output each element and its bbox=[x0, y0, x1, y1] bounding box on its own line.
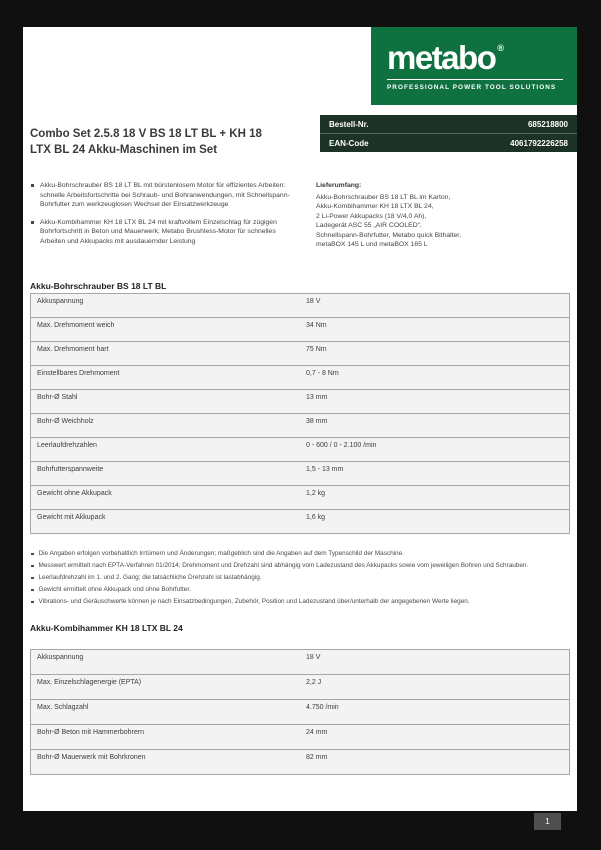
spec-value: 2,2 J bbox=[306, 679, 322, 686]
spec-label: Bohr-Ø Beton mit Hammerbohrern bbox=[37, 729, 144, 736]
footnote-text: Messwert ermittelt nach EPTA-Verfahren 01/2014; Drehmoment und Drehzahl sind abhängig vom Ladezustand des Akkupacks sowie vom jeweiligen Bohren und Schrauben. bbox=[38, 562, 529, 569]
spec-value: 1,2 kg bbox=[306, 490, 326, 497]
spec-value: 13 mm bbox=[306, 394, 328, 401]
delivery-scope-line: Ladegerät ASC 55 „AIR COOLED“, bbox=[316, 222, 422, 229]
table-row bbox=[30, 293, 570, 318]
spec-label: Bohrfutterspannweite bbox=[37, 466, 104, 473]
spec-value: 0 - 600 / 0 - 2.100 /min bbox=[306, 442, 377, 449]
footnote-square-icon bbox=[31, 565, 34, 568]
delivery-scope-line: Akku-Bohrschrauber BS 18 LT BL im Karton, bbox=[316, 193, 451, 201]
spec-table-drill-driver bbox=[30, 293, 570, 534]
delivery-scope-line: 2 Li-Power Akkupacks (18 V/4,0 Ah), bbox=[316, 212, 427, 220]
spec-value: 24 mm bbox=[306, 729, 328, 736]
delivery-scope-line: Schnellspann-Bohrfutter, Metabo quick Bithalter, bbox=[316, 231, 462, 239]
table-row bbox=[30, 413, 570, 438]
spec-label: Bohr-Ø Mauerwerk mit Bohrkronen bbox=[37, 754, 146, 761]
order-number-value: 685218800 bbox=[527, 119, 568, 129]
order-info-box bbox=[320, 115, 577, 152]
product-title-line-1: Combo Set 2.5.8 18 V BS 18 LT BL + KH 18 bbox=[30, 128, 262, 140]
footnote bbox=[30, 596, 568, 608]
bullet-square-icon bbox=[31, 221, 34, 224]
table-row bbox=[30, 389, 570, 414]
footnote bbox=[30, 584, 568, 596]
delivery-scope-line: Akku-Kombihammer KH 18 LTX BL 24, bbox=[316, 203, 434, 210]
delivery-scope bbox=[316, 181, 570, 254]
brand-wordmark: metabo bbox=[387, 39, 496, 76]
footnote-text: Gewicht ermittelt ohne Akkupack und ohne Bohrfutter. bbox=[38, 586, 191, 593]
table-row bbox=[30, 509, 570, 534]
table-row bbox=[30, 341, 570, 366]
spec-label: Max. Drehmoment weich bbox=[37, 322, 115, 329]
spec-value: 1,5 - 13 mm bbox=[306, 466, 344, 473]
footnote bbox=[30, 572, 568, 584]
table-row bbox=[30, 317, 570, 342]
feature-bullet-list bbox=[30, 181, 302, 254]
footnote-text: Die Angaben erfolgen vorbehaltlich Irrtümern und Änderungen; maßgeblich sind die Angaben auf dem Typenschild der Maschine. bbox=[38, 550, 404, 557]
brand-row bbox=[387, 41, 563, 74]
spec-label: Akkuspannung bbox=[37, 298, 84, 305]
spec-label: Einstellbares Drehmoment bbox=[37, 370, 120, 377]
table-row bbox=[30, 724, 570, 750]
spec-value: 38 mm bbox=[306, 418, 328, 425]
footnote-list bbox=[30, 548, 568, 608]
section-heading-drill-driver: Akku-Bohrschrauber BS 18 LT BL bbox=[30, 281, 167, 291]
spec-value: 18 V bbox=[306, 654, 321, 661]
spec-value: 4.750 /min bbox=[306, 704, 339, 711]
spec-label: Leerlaufdrehzahlen bbox=[37, 442, 97, 449]
footnote-square-icon bbox=[31, 553, 34, 556]
spec-label: Max. Schlagzahl bbox=[37, 704, 89, 711]
delivery-scope-line: metaBOX 145 L und metaBOX 165 L bbox=[316, 241, 428, 248]
feature-bullet-text: Akku-Kombihammer KH 18 LTX BL 24 mit kraftvollem Einzelschlag für zügigen Bohrfortschritt in Beton und Mauerwerk; Metabo Brushless-Motor für schnelles Arbeiten und Akkupacks mit ausdauernder Leistung bbox=[40, 218, 277, 245]
footnote-square-icon bbox=[31, 577, 34, 580]
section-heading-combi-hammer: Akku-Kombihammer KH 18 LTX BL 24 bbox=[30, 623, 183, 633]
footnote-square-icon bbox=[31, 601, 34, 604]
spec-label: Max. Einzelschlagenergie (EPTA) bbox=[37, 679, 142, 686]
spec-label: Gewicht mit Akkupack bbox=[37, 514, 106, 521]
table-row bbox=[30, 674, 570, 700]
footnote bbox=[30, 560, 568, 572]
table-row bbox=[30, 699, 570, 725]
spec-value: 18 V bbox=[306, 298, 321, 305]
ean-code-row bbox=[320, 133, 577, 152]
brand-tagline: PROFESSIONAL POWER TOOL SOLUTIONS bbox=[387, 84, 557, 91]
footnote-text: Leerlaufdrehzahl im 1. und 2. Gang; die tatsächliche Drehzahl ist lastabhängig. bbox=[38, 574, 262, 581]
spec-label: Gewicht ohne Akkupack bbox=[37, 490, 112, 497]
table-row bbox=[30, 461, 570, 486]
spec-label: Bohr-Ø Stahl bbox=[37, 394, 78, 401]
intro-section bbox=[30, 181, 570, 254]
ean-code-value: 4061792226258 bbox=[510, 138, 568, 148]
order-number-row bbox=[320, 115, 577, 133]
table-row bbox=[30, 485, 570, 510]
spec-label: Max. Drehmoment hart bbox=[37, 346, 109, 353]
feature-bullet bbox=[30, 218, 302, 247]
table-row bbox=[30, 365, 570, 390]
table-row bbox=[30, 649, 570, 675]
logo-divider bbox=[387, 79, 563, 80]
metabo-logo bbox=[371, 27, 577, 105]
ean-code-label: EAN-Code bbox=[329, 138, 369, 148]
delivery-scope-heading: Lieferumfang: bbox=[316, 182, 362, 189]
spec-label: Bohr-Ø Weichholz bbox=[37, 418, 94, 425]
page-number: 1 bbox=[534, 813, 561, 830]
datasheet-page bbox=[23, 27, 577, 811]
spec-value: 75 Nm bbox=[306, 346, 327, 353]
spec-value: 0,7 - 8 Nm bbox=[306, 370, 339, 377]
spec-value: 1,6 kg bbox=[306, 514, 326, 521]
spec-label: Akkuspannung bbox=[37, 654, 84, 661]
product-title bbox=[30, 126, 318, 158]
product-title-line-2: LTX BL 24 Akku-Maschinen im Set bbox=[30, 144, 218, 156]
footnote bbox=[30, 548, 568, 560]
footnote-square-icon bbox=[31, 589, 34, 592]
feature-bullet bbox=[30, 181, 302, 210]
table-row bbox=[30, 749, 570, 775]
spec-table-combi-hammer bbox=[30, 649, 570, 775]
registered-trademark-icon: ® bbox=[497, 43, 504, 53]
spec-value: 34 Nm bbox=[306, 322, 327, 329]
footnote-text: Vibrations- und Geräuschwerte können je nach Einsatzbedingungen, Zubehör, Position und Ladezustand über/unterhalb der angegebenen Werte liegen. bbox=[38, 598, 470, 605]
spec-value: 82 mm bbox=[306, 754, 328, 761]
feature-bullet-text: Akku-Bohrschrauber BS 18 LT BL mit bürstenlosem Motor für effizientes Arbeiten: schnelle Arbeitsfortschritte bei Schraub- und Bohranwendungen, mit Schnellspann-Bohrfutter zum werkzeuglosen Wechsel der Einsatzwerkzeuge bbox=[40, 182, 290, 208]
bullet-square-icon bbox=[31, 184, 34, 187]
table-row bbox=[30, 437, 570, 462]
order-number-label: Bestell-Nr. bbox=[329, 119, 369, 129]
